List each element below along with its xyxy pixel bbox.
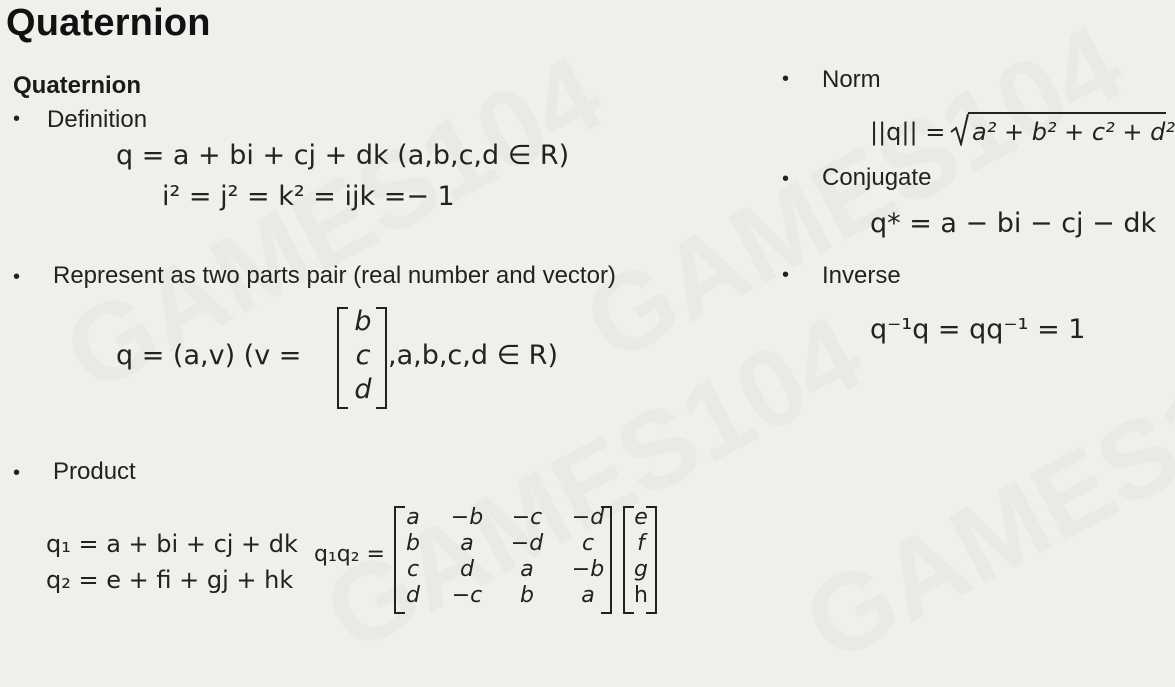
vector-entry: d [354, 374, 372, 405]
definition-label: Definition [47, 106, 148, 133]
represent-equation-right: ,a,b,c,d ∈ R) [388, 340, 558, 371]
bullet: • [782, 168, 790, 190]
matrix-cell: −c [511, 505, 543, 530]
matrix-cell: c [581, 531, 595, 556]
product-vector-right-bracket [646, 506, 657, 614]
bullet: • [13, 462, 21, 484]
represent-label: Represent as two parts pair (real number and vector) [53, 262, 616, 289]
matrix-cell: a [520, 557, 534, 582]
matrix-cell: −b [450, 505, 484, 530]
norm-label: Norm [822, 66, 881, 93]
vector-entry: b [354, 306, 372, 337]
matrix-cell: b [520, 583, 534, 608]
matrix-cell: −b [571, 557, 605, 582]
imaginary-units-equation: i² = j² = k² = ijk =− 1 [162, 181, 455, 212]
inverse-label: Inverse [822, 262, 901, 289]
bullet: • [13, 108, 21, 130]
vector-left-bracket [337, 307, 348, 409]
section-subtitle: Quaternion [13, 72, 142, 99]
product-q2-equation: q₂ = e + fi + gj + hk [46, 566, 294, 594]
product-q1-equation: q₁ = a + bi + cj + dk [46, 530, 298, 558]
product-vector-entry: f [637, 531, 645, 556]
norm-equation-left: ||q|| = [870, 118, 946, 146]
sqrt-overline [968, 112, 1166, 114]
definition-equation: q = a + bi + cj + dk (a,b,c,d ∈ R) [116, 140, 570, 171]
product-vector-entry: e [634, 505, 648, 530]
product-label: Product [53, 458, 136, 485]
slide-title: Quaternion [6, 2, 211, 44]
represent-equation-left: q = (a,v) (v = [116, 340, 302, 371]
norm-radicand: a² + b² + c² + d² [972, 118, 1175, 146]
matrix-cell: d [460, 557, 474, 582]
matrix-cell: a [581, 583, 595, 608]
matrix-cell: a [406, 505, 420, 530]
matrix-cell: c [406, 557, 420, 582]
vector-right-bracket [376, 307, 387, 409]
product-vector-entry: h [634, 583, 648, 608]
matrix-cell: b [406, 531, 420, 556]
matrix-cell: −d [510, 531, 544, 556]
matrix-cell: a [460, 531, 474, 556]
matrix-cell: −d [571, 505, 605, 530]
product-lhs: q₁q₂ = [314, 542, 385, 567]
conjugate-label: Conjugate [822, 164, 932, 191]
bullet: • [782, 264, 790, 286]
bullet: • [782, 68, 790, 90]
matrix-cell: −c [451, 583, 483, 608]
bullet: • [13, 266, 21, 288]
conjugate-equation: q* = a − bi − cj − dk [870, 208, 1157, 239]
product-vector-entry: g [634, 557, 648, 582]
vector-entry: c [355, 340, 371, 371]
matrix-cell: d [406, 583, 420, 608]
inverse-equation: q⁻¹q = qq⁻¹ = 1 [870, 314, 1086, 345]
sqrt-sign-icon [950, 112, 970, 146]
